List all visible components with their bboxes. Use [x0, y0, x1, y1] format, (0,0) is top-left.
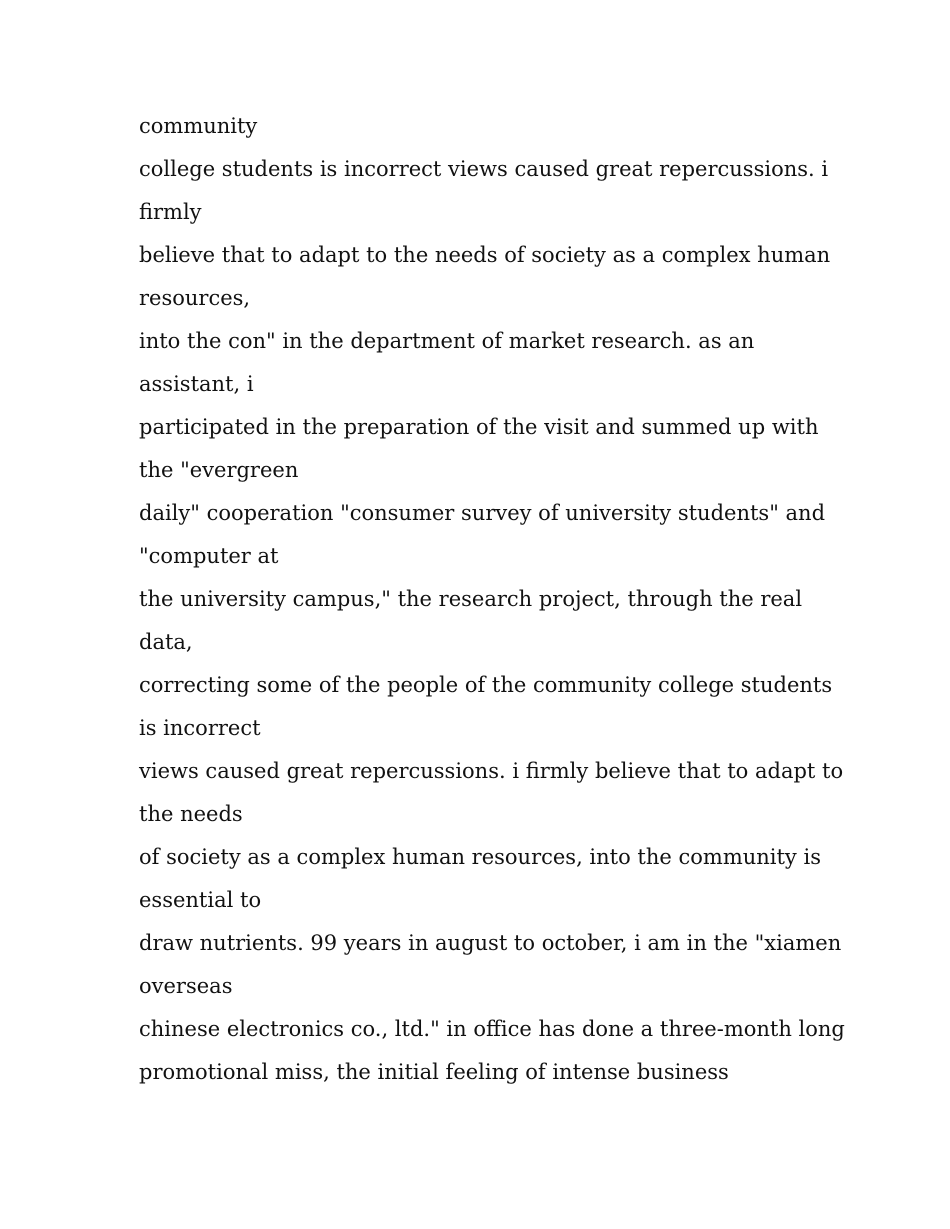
text-line: daily" cooperation "consumer survey of university students" and	[139, 501, 826, 525]
text-line: "computer at	[139, 544, 279, 568]
text-line: correcting some of the people of the community college students	[139, 673, 833, 697]
text-line: draw nutrients. 99 years in august to october, i am in the "xiamen	[139, 931, 842, 955]
text-line: the "evergreen	[139, 458, 299, 482]
text-line: essential to	[139, 888, 262, 912]
text-line: promotional miss, the initial feeling of intense business	[139, 1060, 729, 1084]
document-body	[139, 105, 845, 1094]
text-line: views caused great repercussions. i firmly believe that to adapt to	[139, 759, 844, 783]
text-line: chinese electronics co., ltd." in office has done a three-month long	[139, 1017, 845, 1041]
text-line: community	[139, 114, 258, 138]
text-line: of society as a complex human resources, into the community is	[139, 845, 821, 869]
text-line: overseas	[139, 974, 233, 998]
text-line: into the con" in the department of market research. as an	[139, 329, 755, 353]
text-line: the needs	[139, 802, 243, 826]
text-line: is incorrect	[139, 716, 261, 740]
text-line: resources,	[139, 286, 251, 310]
text-line: believe that to adapt to the needs of society as a complex human	[139, 243, 831, 267]
text-line: participated in the preparation of the visit and summed up with	[139, 415, 819, 439]
text-line: firmly	[139, 200, 202, 224]
text-line: assistant, i	[139, 372, 254, 396]
text-line: the university campus," the research project, through the real	[139, 587, 803, 611]
text-line: data,	[139, 630, 193, 654]
text-line: college students is incorrect views caused great repercussions. i	[139, 157, 829, 181]
